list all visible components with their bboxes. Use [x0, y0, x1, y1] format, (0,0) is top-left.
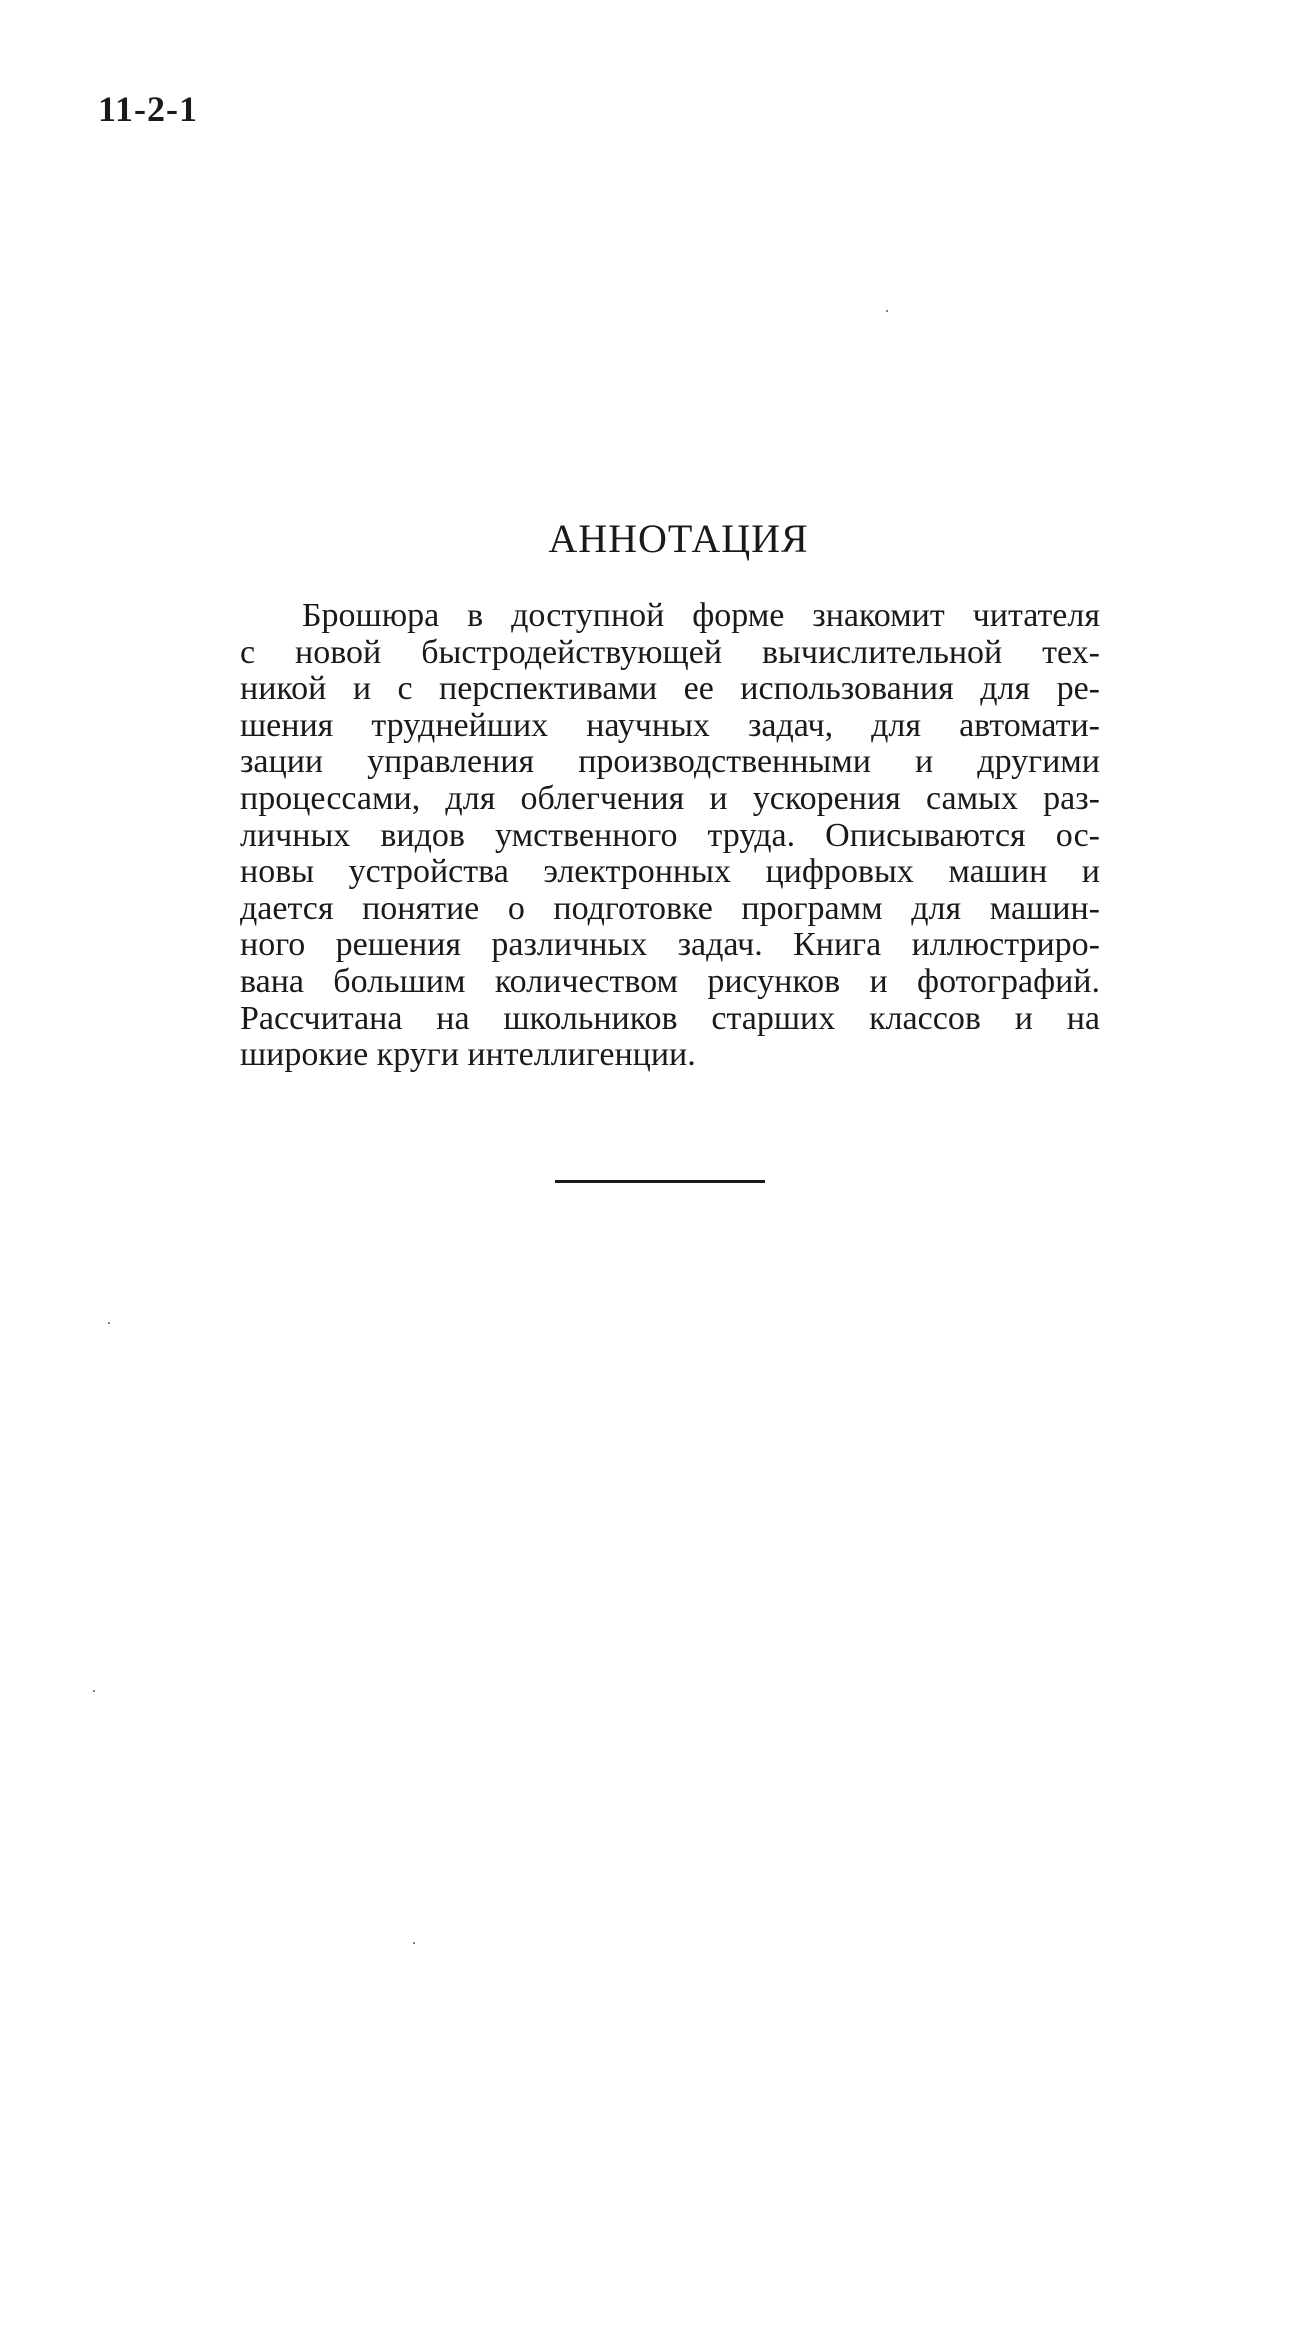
annotation-body [240, 598, 1100, 1074]
annotation-line: дается понятие о подготовке программ для машин- [240, 889, 1100, 927]
scan-speck [108, 1322, 110, 1324]
annotation-title: АННОТАЦИЯ [548, 516, 809, 561]
scan-speck [886, 310, 888, 312]
annotation-line: широкие круги интеллигенции. [240, 1036, 696, 1074]
annotation-line: с новой быстродействующей вычислительной тех- [240, 633, 1100, 671]
annotation-line: Рассчитана на школьников старших классов и на [240, 999, 1100, 1037]
annotation-line: никой и с перспективами ее использования для ре- [240, 670, 1100, 708]
annotation-line: шения труднейших научных задач, для автомати- [240, 706, 1100, 744]
page-code: 11-2-1 [98, 89, 198, 129]
annotation-line: Брошюра в доступной форме знакомит читателя [302, 597, 1100, 634]
divider-rule [555, 1180, 765, 1183]
scan-speck [413, 1942, 415, 1944]
annotation-line: процессами, для облегчения и ускорения самых раз- [240, 779, 1100, 817]
annotation-line: личных видов умственного труда. Описываются ос- [240, 816, 1100, 854]
annotation-line: ного решения различных задач. Книга иллюстриро- [240, 926, 1100, 964]
scan-speck [93, 1690, 95, 1692]
annotation-line: вана большим количеством рисунков и фотографий. [240, 962, 1100, 1000]
annotation-line: новы устройства электронных цифровых машин и [240, 853, 1100, 891]
annotation-line: зации управления производственными и другими [240, 743, 1100, 781]
